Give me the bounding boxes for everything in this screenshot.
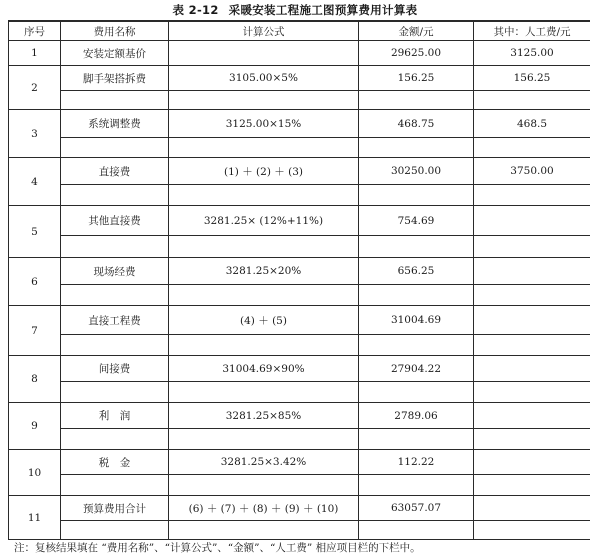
amount-cell: 112.22: [359, 450, 474, 475]
check-cell: [169, 429, 359, 450]
check-cell: [61, 91, 169, 110]
labor-cell: [474, 258, 590, 285]
check-cell: [474, 429, 590, 450]
seq-cell: 11: [9, 496, 61, 540]
header-seq: 序号: [9, 21, 61, 41]
cost-calculation-table: [8, 20, 590, 540]
table-row: [9, 158, 590, 185]
check-cell: [61, 236, 169, 258]
check-cell: [359, 138, 474, 158]
check-cell: [169, 285, 359, 306]
name-cell: 直接费: [61, 158, 169, 185]
check-cell: [359, 185, 474, 206]
check-cell: [359, 335, 474, 356]
check-cell: [474, 91, 590, 110]
header-formula: 计算公式: [169, 21, 359, 41]
check-cell: [474, 185, 590, 206]
check-cell: [359, 475, 474, 496]
seq-cell: 2: [9, 66, 61, 110]
table-title: [0, 1, 590, 19]
check-cell: [474, 335, 590, 356]
check-cell: [169, 382, 359, 403]
table-row: [9, 41, 590, 66]
check-cell: [61, 185, 169, 206]
labor-cell: 156.25: [474, 66, 590, 91]
name-cell: 系统调整费: [61, 110, 169, 138]
formula-cell: 3281.25×85%: [169, 403, 359, 429]
check-row: [9, 185, 590, 206]
name-cell: 现场经费: [61, 258, 169, 285]
labor-cell: 468.5: [474, 110, 590, 138]
check-cell: [169, 185, 359, 206]
header-amount: 金额/元: [359, 21, 474, 41]
check-cell: [169, 236, 359, 258]
table-row: [9, 496, 590, 521]
formula-cell: 31004.69×90%: [169, 356, 359, 382]
seq-cell: 8: [9, 356, 61, 403]
labor-cell: [474, 306, 590, 335]
check-cell: [169, 335, 359, 356]
name-cell: 脚手架搭拆费: [61, 66, 169, 91]
check-cell: [359, 429, 474, 450]
check-cell: [169, 138, 359, 158]
table-row: [9, 450, 590, 475]
check-cell: [169, 475, 359, 496]
check-cell: [61, 429, 169, 450]
amount-cell: 468.75: [359, 110, 474, 138]
labor-cell: [474, 403, 590, 429]
check-cell: [169, 521, 359, 540]
amount-cell: 156.25: [359, 66, 474, 91]
name-cell: 直接工程费: [61, 306, 169, 335]
amount-cell: 63057.07: [359, 496, 474, 521]
seq-cell: 1: [9, 41, 61, 66]
check-cell: [61, 382, 169, 403]
name-cell: 其他直接费: [61, 206, 169, 236]
table-row: [9, 403, 590, 429]
table-number: 表 2-12: [172, 3, 219, 17]
formula-cell: 3105.00×5%: [169, 66, 359, 91]
header-labor: 其中：人工费/元: [474, 21, 590, 41]
amount-cell: 27904.22: [359, 356, 474, 382]
table-row: [9, 206, 590, 236]
name-cell: 税 金: [61, 450, 169, 475]
formula-cell: (6) ＋ (7) ＋ (8) ＋ (9) ＋ (10): [169, 496, 359, 521]
formula-cell: (1) ＋ (2) ＋ (3): [169, 158, 359, 185]
formula-cell: (4) ＋ (5): [169, 306, 359, 335]
check-cell: [61, 335, 169, 356]
seq-cell: 4: [9, 158, 61, 206]
labor-cell: [474, 356, 590, 382]
amount-cell: 754.69: [359, 206, 474, 236]
amount-cell: 656.25: [359, 258, 474, 285]
table-row: [9, 258, 590, 285]
footnote: 注：复核结果填在 “费用名称”、“计算公式”、“金额”、“人工费” 相应项目栏的下栏中。: [14, 542, 421, 554]
seq-cell: 3: [9, 110, 61, 158]
table-caption: 采暖安装工程施工图预算费用计算表: [228, 3, 418, 17]
check-cell: [61, 521, 169, 540]
formula-cell: 3281.25×20%: [169, 258, 359, 285]
header-name: 费用名称: [61, 21, 169, 41]
formula-cell: 3281.25× (12%+11%): [169, 206, 359, 236]
check-row: [9, 335, 590, 356]
amount-cell: 29625.00: [359, 41, 474, 66]
check-row: [9, 138, 590, 158]
formula-cell: [169, 41, 359, 66]
check-row: [9, 285, 590, 306]
check-row: [9, 521, 590, 540]
check-cell: [359, 91, 474, 110]
header-row: [9, 21, 590, 41]
table-body: [9, 41, 590, 540]
name-cell: 安装定额基价: [61, 41, 169, 66]
check-cell: [359, 285, 474, 306]
labor-cell: 3125.00: [474, 41, 590, 66]
table-row: [9, 66, 590, 91]
name-cell: 预算费用合计: [61, 496, 169, 521]
labor-cell: [474, 206, 590, 236]
name-cell: 间接费: [61, 356, 169, 382]
check-cell: [61, 138, 169, 158]
check-cell: [61, 475, 169, 496]
labor-cell: [474, 496, 590, 521]
labor-cell: 3750.00: [474, 158, 590, 185]
seq-cell: 6: [9, 258, 61, 306]
labor-cell: [474, 450, 590, 475]
check-cell: [61, 285, 169, 306]
formula-cell: 3125.00×15%: [169, 110, 359, 138]
check-cell: [359, 521, 474, 540]
check-cell: [359, 382, 474, 403]
check-cell: [474, 138, 590, 158]
check-cell: [474, 475, 590, 496]
seq-cell: 7: [9, 306, 61, 356]
check-cell: [474, 236, 590, 258]
table-row: [9, 110, 590, 138]
check-cell: [169, 91, 359, 110]
check-cell: [474, 382, 590, 403]
name-cell: 利 润: [61, 403, 169, 429]
table-row: [9, 356, 590, 382]
check-cell: [359, 236, 474, 258]
table-row: [9, 306, 590, 335]
amount-cell: 2789.06: [359, 403, 474, 429]
amount-cell: 31004.69: [359, 306, 474, 335]
check-row: [9, 429, 590, 450]
check-cell: [474, 285, 590, 306]
amount-cell: 30250.00: [359, 158, 474, 185]
check-row: [9, 91, 590, 110]
check-row: [9, 475, 590, 496]
check-row: [9, 236, 590, 258]
check-cell: [474, 521, 590, 540]
formula-cell: 3281.25×3.42%: [169, 450, 359, 475]
seq-cell: 10: [9, 450, 61, 496]
check-row: [9, 382, 590, 403]
seq-cell: 5: [9, 206, 61, 258]
seq-cell: 9: [9, 403, 61, 450]
